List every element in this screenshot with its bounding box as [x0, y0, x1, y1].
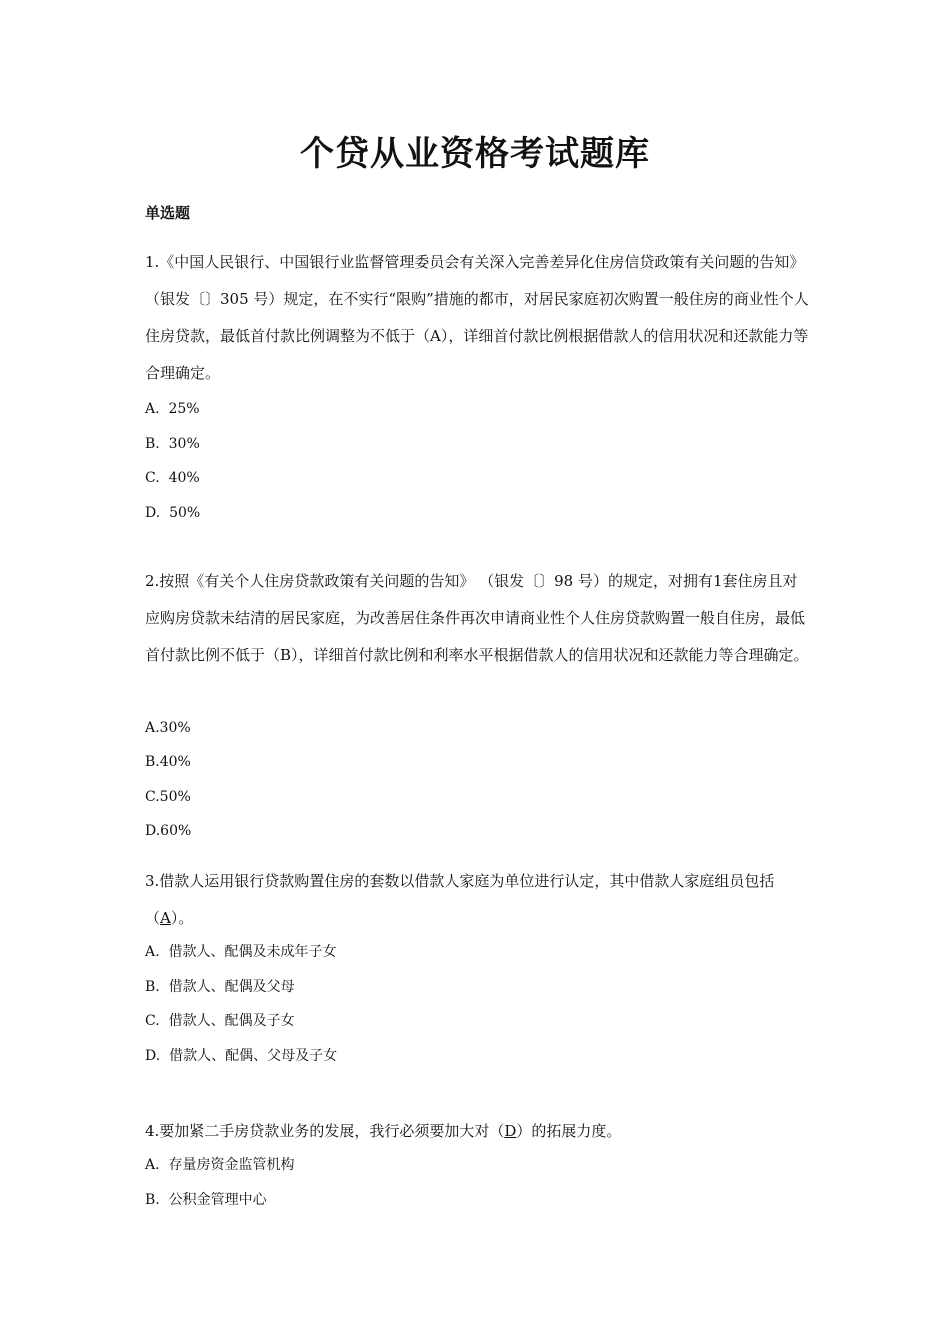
option-c: C. 40%: [145, 470, 200, 486]
option-a: A.30%: [145, 720, 191, 736]
question-1: [145, 244, 810, 392]
question-text: 1.《中国人民银行、中国银行业监督管理委员会有关深入完善差异化住房信贷政策有关问题的告知》（银发〔〕305 号）规定，在不实行“限购”措施的都市，对居民家庭初次购置一般住房的商业性个人住房贷款，最低首付款比例调整为不低于（A），详细首付款比例根据借款人的信用状况和还款能力等合理确定。: [145, 253, 809, 382]
document-title: 个贷从业资格考试题库: [300, 134, 650, 174]
option-a: A. 存量房资金监管机构: [145, 1157, 295, 1173]
option-c: C. 借款人、配偶及子女: [145, 1013, 295, 1029]
option-b: B. 公积金管理中心: [145, 1192, 267, 1208]
answer-letter: D: [504, 1122, 517, 1140]
option-d: D. 借款人、配偶、父母及子女: [145, 1048, 338, 1064]
question-text: 4.要加紧二手房贷款业务的发展，我行必须要加大对（D）的拓展力度。: [145, 1122, 622, 1140]
option-b: B. 借款人、配偶及父母: [145, 979, 295, 995]
question-text: 2.按照《有关个人住房贷款政策有关问题的告知》 （银发〔〕98 号）的规定，对拥有1套住房且对应购房贷款未结清的居民家庭，为改善居住条件再次申请商业性个人住房贷款购置一般自住房，最低首付款比例不低于（B），详细首付款比例和利率水平根据借款人的信用状况和还款能力等合理确定。: [145, 572, 809, 664]
option-a: A. 借款人、配偶及未成年子女: [145, 944, 337, 960]
option-d: D.60%: [145, 823, 192, 839]
option-b: B. 30%: [145, 436, 200, 452]
question-3: [145, 863, 810, 937]
question-text: 3.借款人运用银行贷款购置住房的套数以借款人家庭为单位进行认定，其中借款人家庭组员包括（A）。: [145, 872, 775, 927]
option-a: A. 25%: [145, 401, 200, 417]
question-4: [145, 1113, 810, 1150]
option-d: D. 50%: [145, 505, 201, 521]
question-2: [145, 563, 810, 674]
section-heading: 单选题: [145, 204, 191, 222]
option-b: B.40%: [145, 754, 191, 770]
answer-letter: A: [160, 909, 171, 927]
option-c: C.50%: [145, 789, 191, 805]
